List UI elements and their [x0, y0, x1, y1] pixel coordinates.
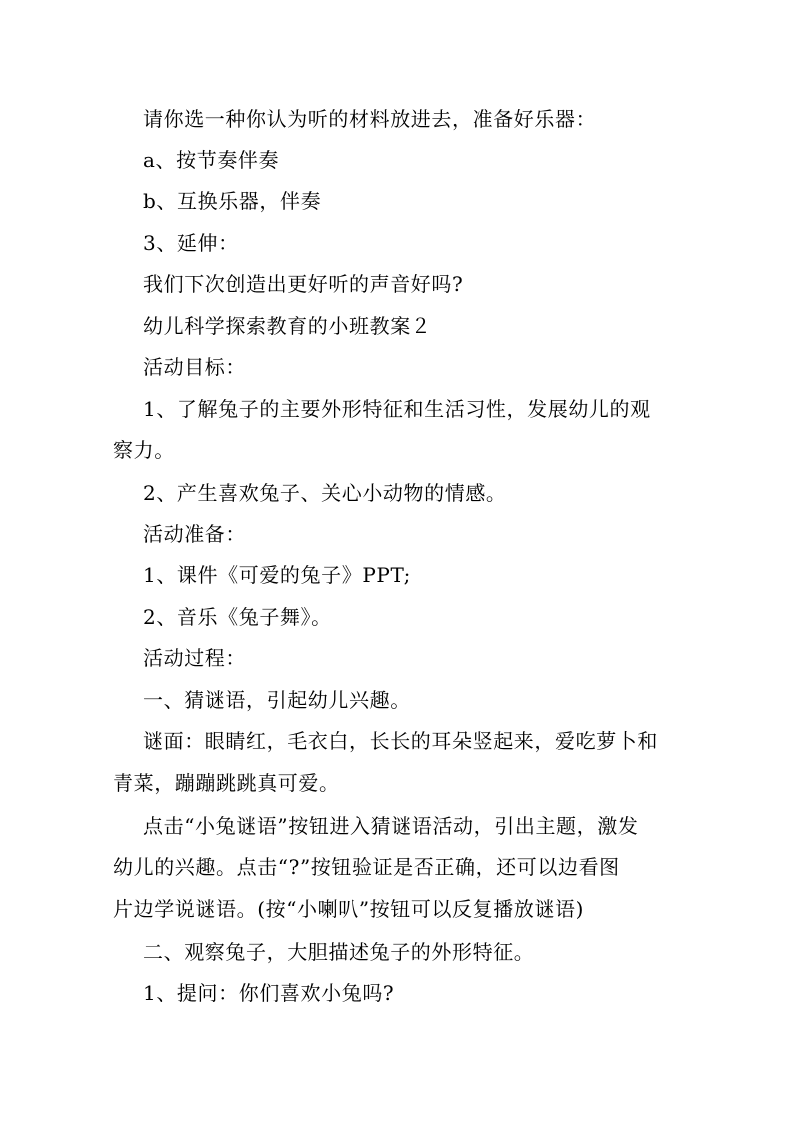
text-line: 1、课件《可爱的兔子》PPT;	[143, 563, 412, 587]
text-line: 片边学说谜语。(按“小喇叭”按钮可以反复播放谜语)	[113, 897, 585, 921]
text-line: 幼儿的兴趣。点击“?”按钮验证是否正确，还可以边看图	[113, 855, 620, 879]
text-line: 活动过程：	[143, 646, 246, 670]
text-line: 请你选一种你认为听的材料放进去，准备好乐器：	[143, 107, 597, 131]
text-line: 2、音乐《兔子舞》。	[143, 605, 332, 629]
text-line: 点击“小兔谜语”按钮进入猜谜语活动，引出主题，激发	[143, 814, 639, 838]
text-line: 3、延伸：	[143, 231, 239, 255]
text-line: 活动目标：	[143, 355, 246, 379]
text-line: 活动准备：	[143, 522, 246, 546]
text-line: 幼儿科学探索教育的小班教案２	[143, 314, 432, 338]
text-line: 青菜，蹦蹦跳跳真可爱。	[113, 771, 340, 795]
text-line: 谜面：眼睛红，毛衣白，长长的耳朵竖起来，爱吃萝卜和	[143, 729, 658, 753]
text-line: 1、提问：你们喜欢小兔吗?	[143, 981, 395, 1005]
text-line: 2、产生喜欢兔子、关心小动物的情感。	[143, 481, 507, 505]
text-line: 一、猜谜语，引起幼儿兴趣。	[143, 688, 411, 712]
text-line: 我们下次创造出更好听的声音好吗?	[143, 272, 464, 296]
text-line: a、按节奏伴奏	[143, 148, 280, 172]
text-line: 1、了解兔子的主要外形特征和生活习性，发展幼儿的观	[143, 397, 651, 421]
text-line: b、互换乐器，伴奏	[143, 189, 322, 213]
text-line: 二、观察兔子，大胆描述兔子的外形特征。	[143, 940, 535, 964]
text-line: 察力。	[113, 438, 175, 462]
